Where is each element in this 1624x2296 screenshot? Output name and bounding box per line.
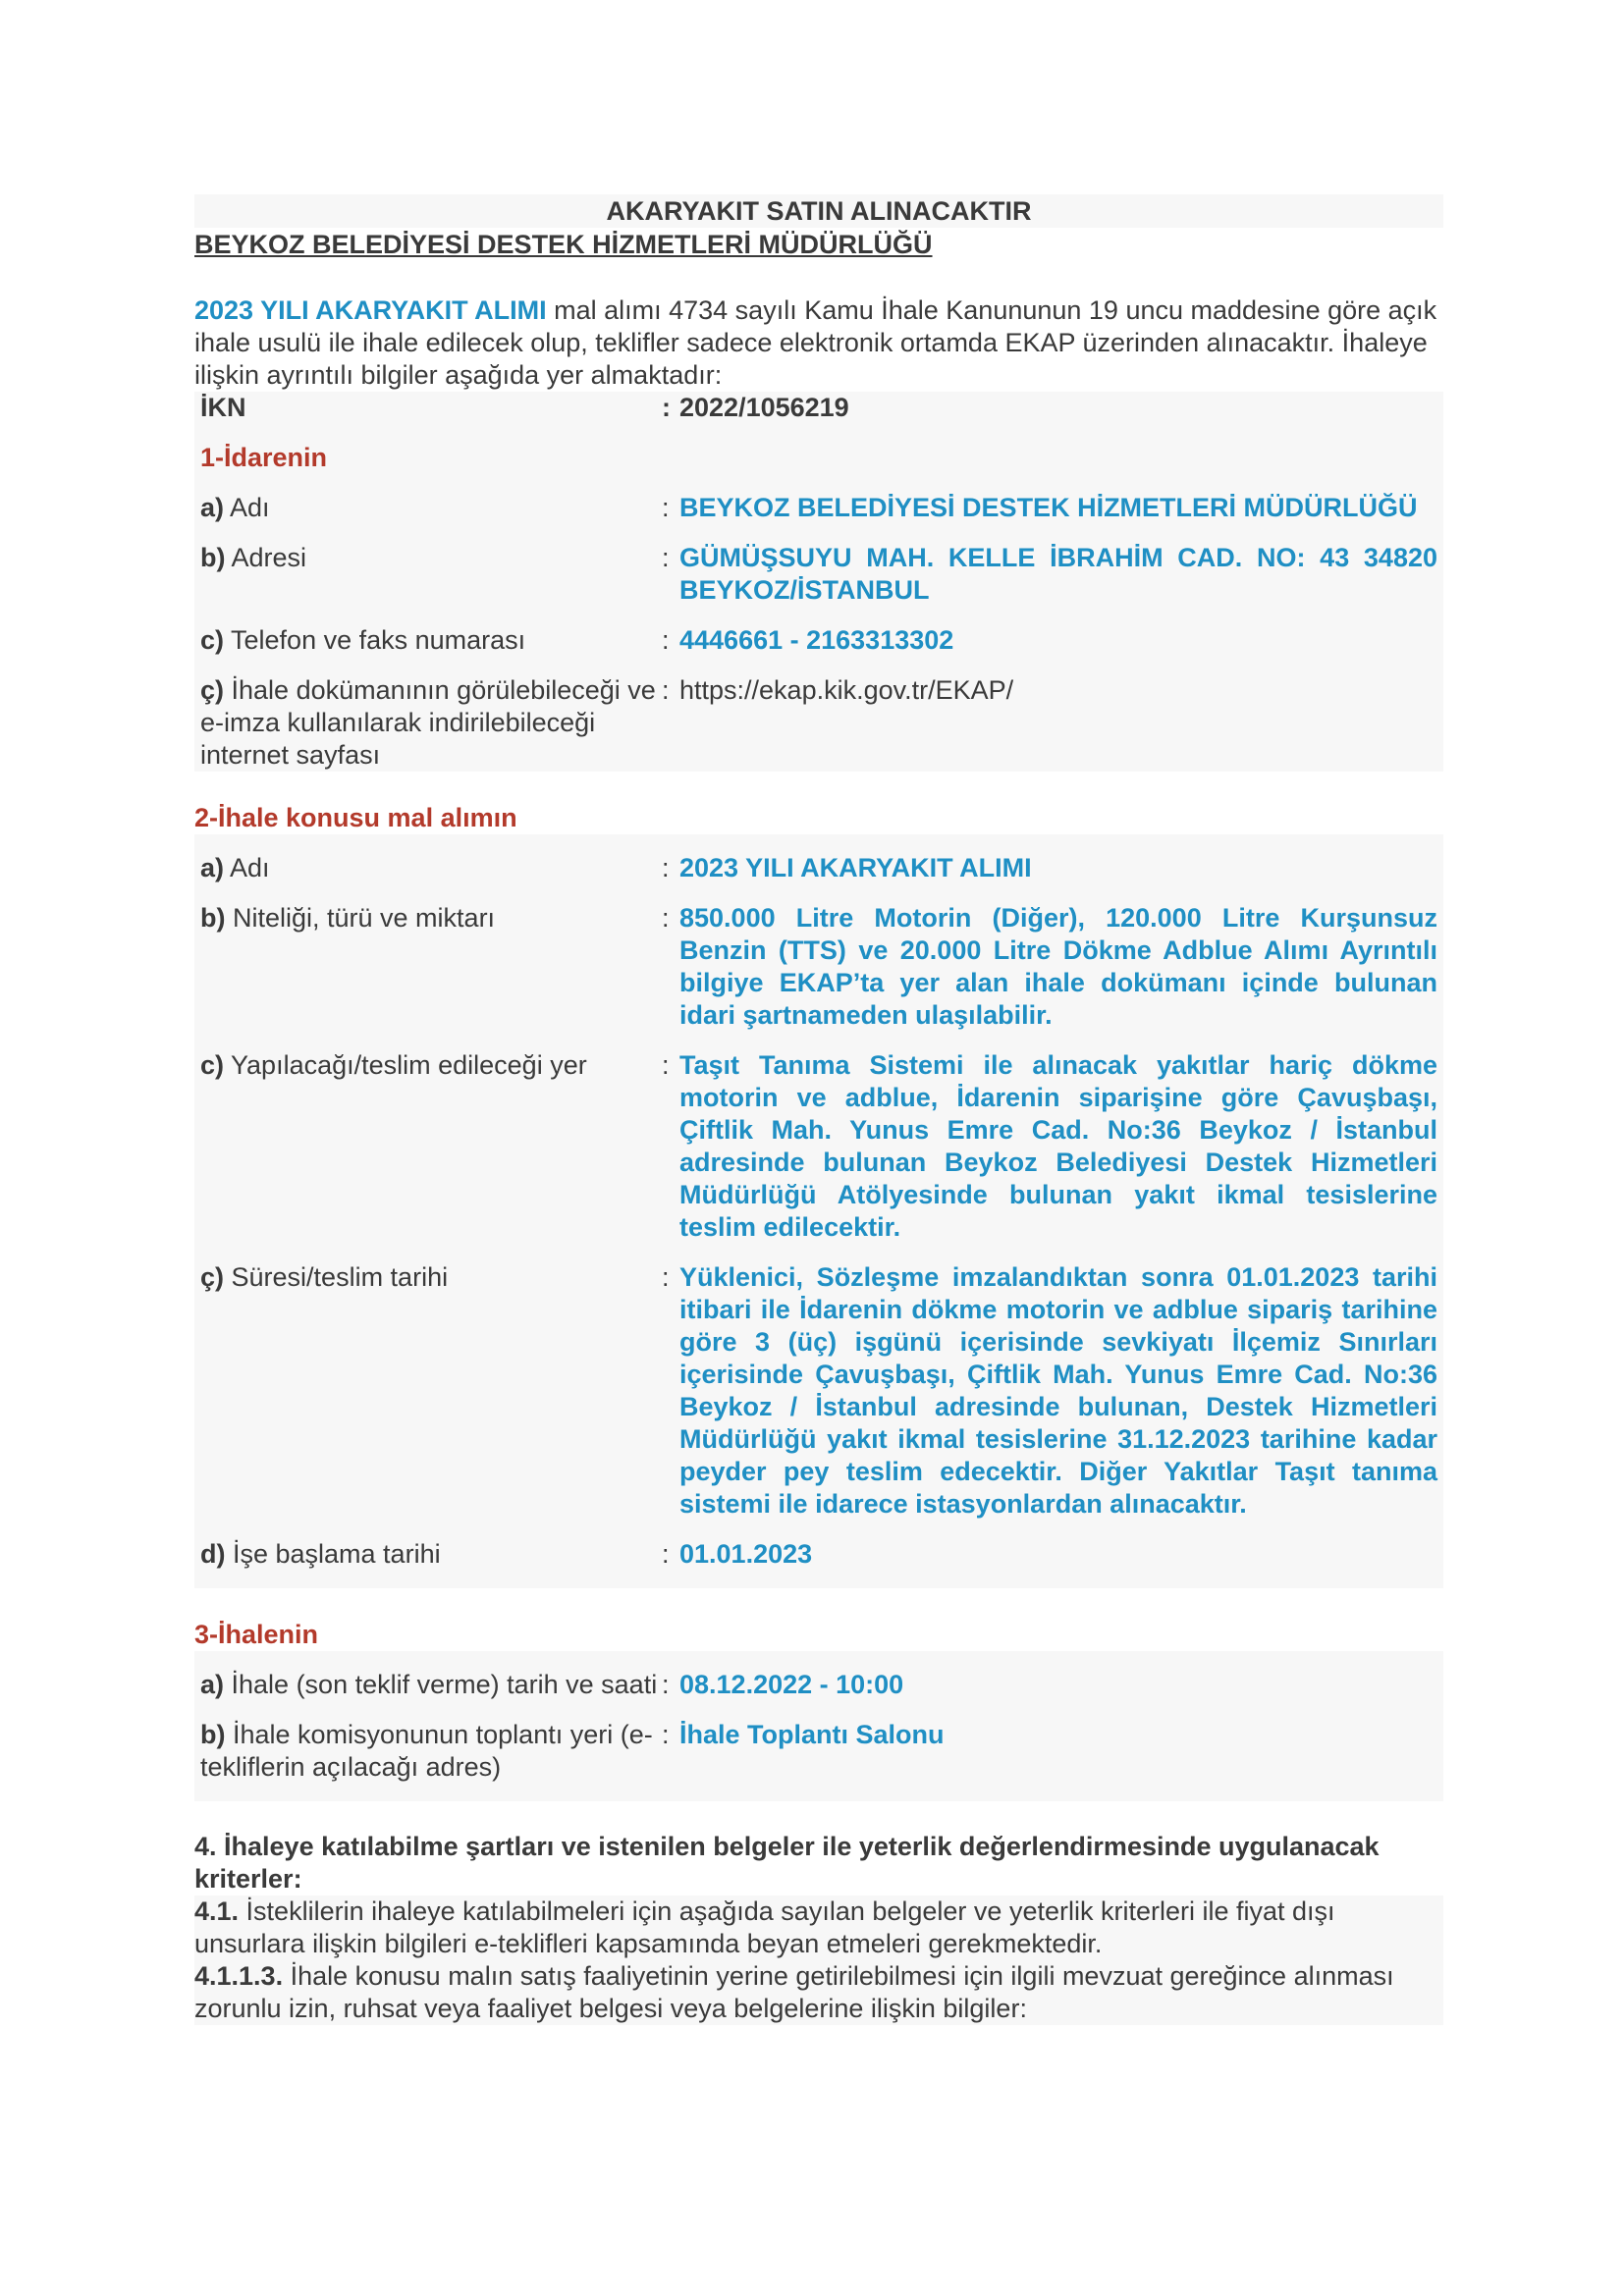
section1-row: b) Adresi : GÜMÜŞSUYU MAH. KELLE İBRAHİM CAD. NO: 43 34820 BEYKOZ/İSTANBUL <box>200 543 1437 605</box>
section3-row: a) İhale (son teklif verme) tarih ve saati : 08.12.2022 - 10:00 <box>200 1670 904 1699</box>
page-title: AKARYAKIT SATIN ALINACAKTIR <box>194 194 1443 228</box>
document-page <box>194 194 1443 2025</box>
section3-heading: 3-İhalenin <box>194 1620 319 1649</box>
section2-heading: 2-İhale konusu mal alımın <box>194 803 517 832</box>
section4-heading: 4. İhaleye katılabilme şartları ve istenilen belgeler ile yeterlik değerlendirmesinde uygulanacak kriterler: <box>194 1832 1380 1894</box>
section4 <box>194 1831 1443 2025</box>
section1-heading: 1-İdarenin <box>200 443 328 472</box>
ekap-link[interactable]: https://ekap.kik.gov.tr/EKAP/ <box>679 675 1014 705</box>
intro-text: mal alımı 4734 sayılı Kamu İhale Kanununun 19 uncu maddesine göre açık ihale usulü ile ihale edilecek olup, teklifler sadece elektronik ortamda EKAP üzerinden alınacaktır. İhaleye ilişkin ayrıntılı bilgiler aşağıda yer almaktadır: <box>194 295 1437 390</box>
section1-table: İKN : 2022/1056219 1-İdarenin a) Adı : BEYKOZ BELEDİYESİ DESTEK HİZMETLERİ MÜDÜRLÜĞÜ b) Adresi : GÜMÜŞSUYU MAH. KELLE İBRAHİM CAD. NO: 43 34820 BEYKOZ/İSTANBUL c) Telefon ve faks numarası : 4446661 - 2163313302 ç) İhale dokümanının görülebileceği ve e-imza kullanılarak indirilebileceği internet sayfası : https://ekap.kik.gov.tr/EKAP/ <box>194 392 1443 772</box>
section2-row: c) Yapılacağı/teslim edileceği yer : Taşıt Tanıma Sistemi ile alınacak yakıtlar hariç dökme motorin ve adblue, İdarenin siparişine göre Çavuşbaşı, Çiftlik Mah. Yunus Emre Cad. No:36 Beykoz / İstanbul adresinde bulunan Beykoz Belediyesi Destek Hizmetleri Müdürlüğü Atölyesinde bulunan yakıt ikmal tesislerine teslim edilecektir. <box>200 1050 1437 1242</box>
section4-p2: 4.1.1.3. İhale konusu malın satış faaliyetinin yerine getirilebilmesi için ilgili mevzuat gereğince alınması zorunlu izin, ruhsat veya faaliyet belgesi veya belgelerine ilişkin bilgiler: <box>194 1960 1443 2025</box>
section2-row: d) İşe başlama tarihi : 01.01.2023 <box>200 1539 813 1569</box>
ikn-value: 2022/1056219 <box>679 393 849 422</box>
section1-row: c) Telefon ve faks numarası : 4446661 - 2163313302 <box>200 625 954 655</box>
section2-row: ç) Süresi/teslim tarihi : Yüklenici, Sözleşme imzalandıktan sonra 01.01.2023 tarihi itibari ile İdarenin dökme motorin ve adblue sipariş tarihine göre 3 (üç) işgünü içerisinde sevkiyatı İlçemiz Sınırları içerisinde Çavuşbaşı, Çiftlik Mah. Yunus Emre Cad. No:36 Beykoz / İstanbul adresinde bulunan, Destek Hizmetleri Müdürlüğü yakıt ikmal tesislerine 31.12.2023 tarihine kadar peyder pey teslim edecektir. Diğer Yakıtlar Taşıt tanıma sistemi ile idarece istasyonlardan alınacaktır. <box>200 1262 1437 1519</box>
section2-table <box>194 834 1443 1588</box>
section3-table <box>194 1651 1443 1801</box>
section2-row: b) Niteliği, türü ve miktarı : 850.000 Litre Motorin (Diğer), 120.000 Litre Kurşunsuz Benzin (TTS) ve 20.000 Litre Dökme Adblue Alımı Ayrıntılı bilgiye EKAP’ta yer alan ihale dokümanı içinde bulunan idari şartnameden ulaşılabilir. <box>200 903 1437 1030</box>
section2-row: a) Adı : 2023 YILI AKARYAKIT ALIMI <box>200 853 1032 882</box>
section3-row: b) İhale komisyonunun toplantı yeri (e-tekliflerin açılacağı adres) : İhale Toplantı Salonu <box>200 1720 945 1782</box>
intro-highlight: 2023 YILI AKARYAKIT ALIMI <box>194 295 547 325</box>
ikn-label: İKN <box>200 393 246 422</box>
section4-p1: 4.1. İsteklilerin ihaleye katılabilmeleri için aşağıda sayılan belgeler ve yeterlik kriterleri ile fiyat dışı unsurlara ilişkin bilgileri e-teklifleri kapsamında beyan etmeleri gerekmektedir. <box>194 1896 1443 1960</box>
section1-row: a) Adı : BEYKOZ BELEDİYESİ DESTEK HİZMETLERİ MÜDÜRLÜĞÜ <box>200 493 1418 522</box>
intro-paragraph <box>194 294 1443 392</box>
institution-title: BEYKOZ BELEDİYESİ DESTEK HİZMETLERİ MÜDÜRLÜĞÜ <box>194 230 933 259</box>
section1-row: ç) İhale dokümanının görülebileceği ve e-imza kullanılarak indirilebileceği internet sayfası : https://ekap.kik.gov.tr/EKAP/ <box>194 674 1443 772</box>
